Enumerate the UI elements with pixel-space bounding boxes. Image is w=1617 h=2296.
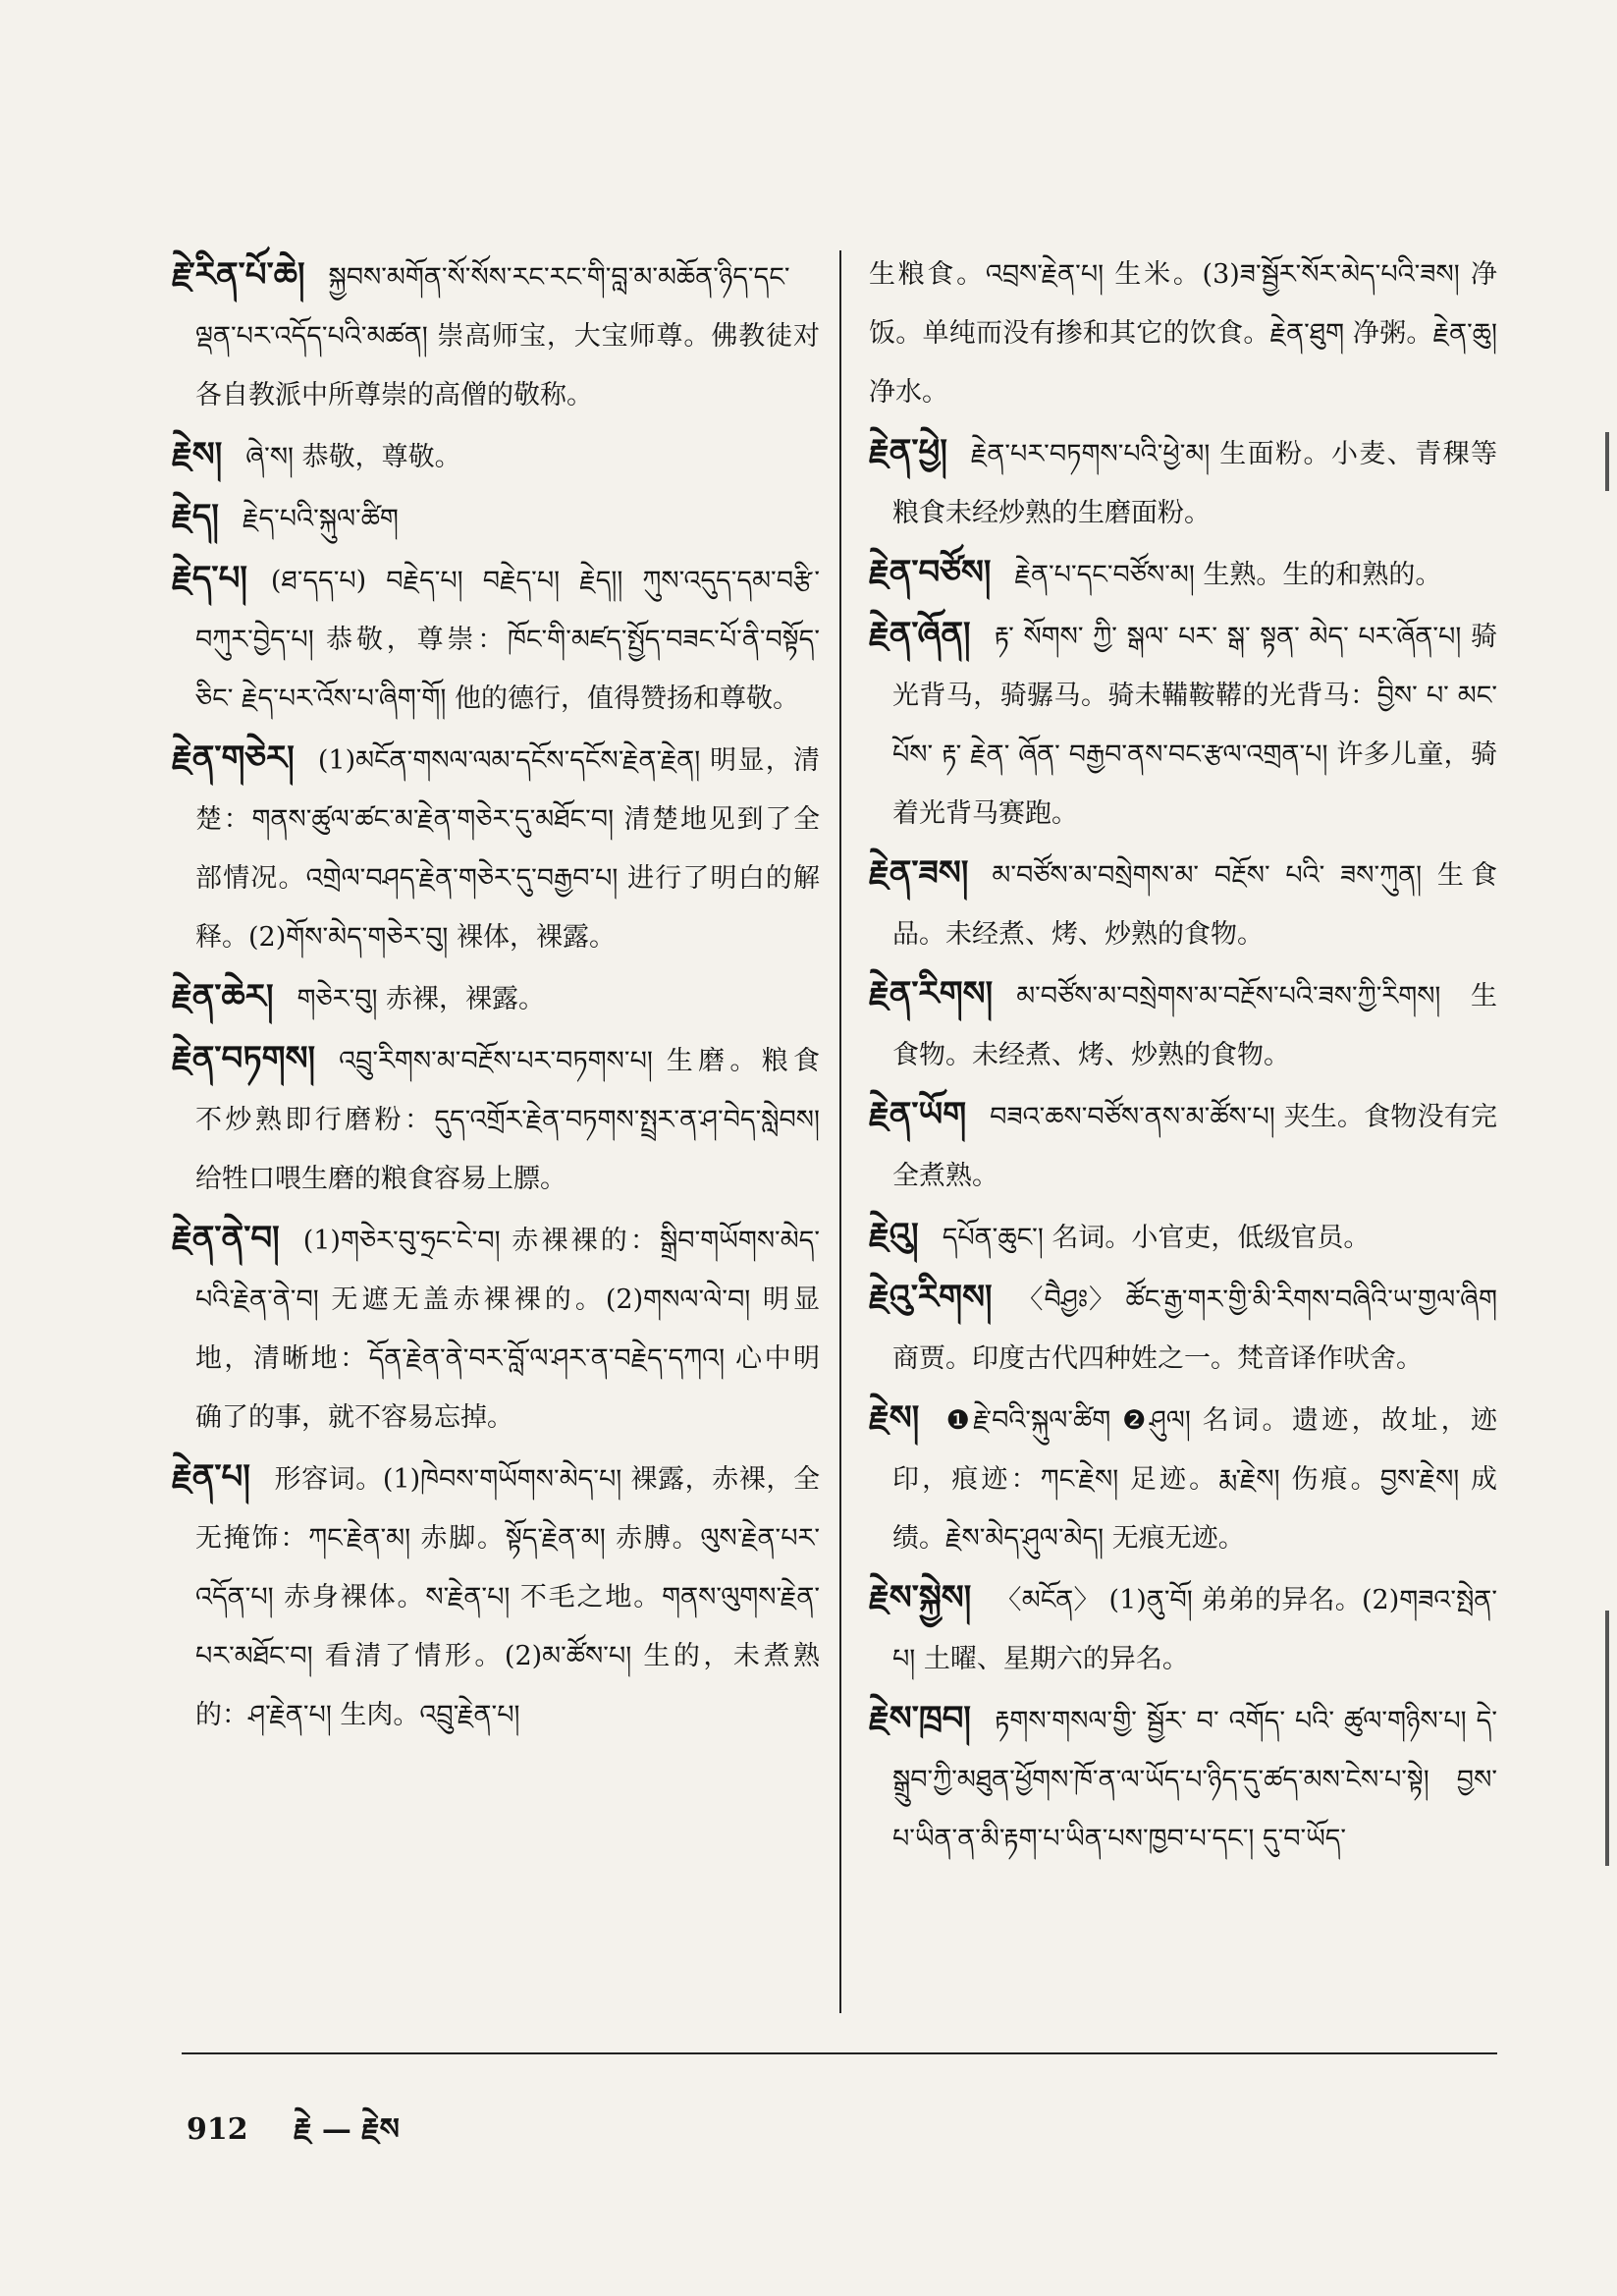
entry-definition: སྐྱབས་མགོན་སོ་སོས་རང་རང་གི་བླ་མ་མཆོན་ཉིད་དང་ལྡན་པར་འདོད་པའི་མཚན། 崇高师宝，大宝师尊。佛教徒对各自教派中所尊崇的高僧的敬称。: [195, 262, 820, 410]
dictionary-entry: [869, 1689, 1497, 1869]
entry-headword: རྗེན་ཟས།: [869, 853, 969, 893]
entry-headword: རྗེན་པ།: [172, 1457, 250, 1497]
entry-definition: (ཐ་དད་པ) བརྗེད་པ། བརྗེད་པ། རྗེད།། ཀུས་འདུད་དམ་བརྩི་བཀུར་བྱེད་པ། 恭敬，尊崇：ཁོང་གི་མཛད་སྤྱོད་བཟང་པོ་ནི་བསྟོད་ ཅིང་ རྗེད་པར་འོས་པ་ཞིག་གོ། 他的德行，值得赞扬和尊敬。: [195, 566, 820, 714]
entry-definition: 〈བཻཤྱཿ〉 ཚོང་རྒྱ་གར་གྱི་མི་རིགས་བཞིའི་ཡ་གྱལ་ཞིག 商贾。印度古代四种姓之一。梵音译作吠舍。: [892, 1285, 1497, 1374]
dictionary-entry: [172, 1448, 820, 1745]
entry-definition: རྟ་ སོགས་ ཀྱི་ སྒལ་ པར་ སྒ་ སྟན་ མེད་ པར་ཞོན་པ། 骑光背马，骑骣马。骑未鞴鞍鞯的光背马：བྱིས་ པ་ མང་ པོས་ རྟ་ རྗེན་ ཞོན་ བརྒྱབ་ནས་བང་རྩལ་འགྲན་པ། 许多儿童，骑着光背马赛跑。: [892, 622, 1497, 829]
entry-definition: རྗེད་པའི་སྐུལ་ཚིག: [242, 504, 399, 534]
entry-definition: རྟགས་གསལ་གྱི་ སྦྱོར་ བ་ འགོད་ པའི་ ཚུལ་གཉིས་པ། དེ་སྒྲུབ་ཀྱི་མཐུན་ཕྱོགས་ཁོ་ན་ལ་ཡོད་པ་ཉིད་དུ་ཚད་མས་ངེས་པ་སྟེ། བྱས་པ་ཡིན་ན་མི་རྟག་པ་ཡིན་པས་ཁྱབ་པ་དང་། དུ་བ་ཡོད་: [892, 1706, 1497, 1854]
dictionary-entry: [172, 246, 820, 425]
entry-definition: དཔོན་ཆུང་། 名词。小官吏，低级官员。: [942, 1223, 1371, 1253]
entry-definition: རྗེན་པ་དང་བཙོས་མ། 生熟。生的和熟的。: [1014, 560, 1442, 590]
entry-headword: རྗེད་པ།: [172, 559, 247, 598]
entry-definition: ཞེ་ས། 恭敬，尊敬。: [245, 442, 461, 472]
left-column: [172, 246, 820, 1745]
dictionary-entry: [869, 1268, 1497, 1389]
entry-definition: (1)གཅེར་བུ་ཧྲང་ངེ་བ། 赤裸裸的：སྒྲིབ་གཡོགས་མེད་པའི་རྗེན་ནེ་བ། 无遮无盖赤裸裸的。(2)གསལ་ལེ་བ། 明显地，清晰地：དོན་རྗེན་ནེ་བར་བློ་ལ་ཤར་ན་བརྗེད་དཀའ། 心中明确了的事，就不容易忘掉。: [195, 1226, 820, 1433]
scan-edge-mark: [1605, 432, 1609, 491]
entry-headword: རྗེའུ།: [869, 1216, 919, 1255]
dictionary-entry: [869, 543, 1497, 605]
page-range: རྗེ — རྗེས: [294, 2112, 400, 2147]
entry-definition: 生粮食。འབྲས་རྗེན་པ། 生米。(3)ཟ་སྦྱོར་སོར་མེད་པའི་ཟས། 净饭。单纯而没有掺和其它的饮食。རྗེན་ཐུག 净粥。རྗེན་ཆུ། 净水。: [869, 259, 1497, 408]
dictionary-entry: [869, 1085, 1497, 1206]
entry-headword: རྗེན་གཅེར།: [172, 738, 295, 778]
dictionary-entry: [869, 1568, 1497, 1689]
entry-definition: མ་བཙོས་མ་བསྲེགས་མ་བརྔོས་པའི་ཟས་ཀྱི་རིགས། 生食物。未经煮、烤、炒熟的食物。: [892, 981, 1497, 1070]
entry-headword: རྗེས།: [172, 435, 223, 474]
entry-headword: རྗེད།: [172, 497, 219, 536]
entry-definition: ❶རྗེ་བའི་སྐུལ་ཚིག ❷ཤུལ། 名词。遗迹，故址，迹印，痕迹：ཀང་རྗེས། 足迹。རྨ་རྗེས། 伤痕。བྱས་རྗེས། 成绩。རྗེས་མེད་ཤུལ་མེད། 无痕无迹。: [892, 1405, 1497, 1554]
entry-headword: རྗེ་རིན་པོ་ཆེ།: [172, 255, 305, 295]
page-footer: [187, 2097, 435, 2179]
dictionary-entry: [172, 549, 820, 729]
footer-rule: [182, 2052, 1497, 2054]
entry-headword: རྗེའུ་རིགས།: [869, 1278, 993, 1317]
entry-definition: རྗེན་པར་བཏགས་པའི་ཕྱེ་མ། 生面粉。小麦、青稞等粮食未经炒熟的生磨面粉。: [892, 439, 1497, 528]
dictionary-entry: [869, 422, 1497, 543]
entry-headword: རྗེས་ཁྲབ།: [869, 1699, 971, 1738]
dictionary-entry: [172, 1029, 820, 1209]
entry-definition: 〈མངོན〉 (1)ནུ་བོ། 弟弟的异名。(2)གཟའ་སྤེན་པ། 土曜、星期六的异名。: [892, 1585, 1497, 1674]
entry-headword: རྗེས།: [869, 1398, 920, 1438]
entry-headword: རྗེན་བཙོས།: [869, 553, 992, 592]
entry-definition: མ་བཙོས་མ་བསྲེགས་མ་ བརྔོས་ པའི་ ཟས་ཀུན། 生食品。未经煮、烤、炒熟的食物。: [892, 860, 1497, 950]
entry-headword: རྗེས་སྐྱེས།: [869, 1578, 972, 1617]
column-divider: [839, 250, 841, 2013]
entry-continuation: [869, 246, 1497, 422]
entry-definition: བཟའ་ཆས་བཙོས་ནས་མ་ཚོས་པ། 夹生。食物没有完全煮熟。: [892, 1102, 1497, 1191]
dictionary-entry: [172, 729, 820, 967]
dictionary-entry: [172, 425, 820, 487]
entry-headword: རྗེན་ཡོག: [869, 1095, 967, 1134]
dictionary-entry: [869, 964, 1497, 1085]
entry-definition: 形容词。(1)ཁེབས་གཡོགས་མེད་པ། 裸露，赤裸，全无掩饰：ཀང་རྗེན་མ། 赤脚。སྟོད་རྗེན་མ། 赤膊。ལུས་རྗེན་པར་འདོན་པ། 赤身裸体。ས་རྗེན་པ། 不毛之地。གནས་ལུགས་རྗེན་པར་མཐོང་བ། 看清了情形。(2)མ་ཚོས་པ། 生的，未煮熟的：ཤ་རྗེན་པ། 生肉。འབྲུ་རྗེན་པ།: [195, 1464, 820, 1730]
entry-headword: རྗེན་བཏགས།: [172, 1039, 316, 1078]
entry-headword: རྗེན་ཞོན།: [869, 615, 971, 654]
entry-headword: རྗེན་རིགས།: [869, 974, 994, 1013]
entry-headword: རྗེན་ཆེར།: [172, 977, 274, 1016]
dictionary-entry: [172, 1209, 820, 1448]
entry-headword: རྗེན་ནེ་བ།: [172, 1219, 280, 1258]
entry-definition: གཅེར་བུ། 赤裸，裸露。: [296, 984, 546, 1014]
dictionary-entry: [869, 605, 1497, 844]
page-number: 912: [187, 2112, 248, 2147]
dictionary-entry: [869, 844, 1497, 964]
entry-definition: འབྲུ་རིགས་མ་བརྔོས་པར་བཏགས་པ། 生磨。粮食不炒熟即行磨粉：དུད་འགྲོར་རྗེན་བཏགས་སྤྲར་ན་ཤ་བེད་སླེབས། 给牲口喂生磨的粮食容易上膘。: [195, 1046, 820, 1194]
dictionary-entry: [869, 1206, 1497, 1268]
entry-headword: རྗེན་ཕྱེ།: [869, 432, 947, 471]
right-column: [869, 246, 1497, 1869]
dictionary-entry: [172, 967, 820, 1029]
dictionary-entry: [869, 1389, 1497, 1568]
dictionary-entry: [172, 487, 820, 549]
entry-definition: (1)མངོན་གསལ་ལམ་དངོས་དངོས་རྗེན་རྗེན། 明显，清楚：གནས་ཚུལ་ཚང་མ་རྗེན་གཅེར་དུ་མཐོང་བ། 清楚地见到了全部情况。འགྲེལ་བཤད་རྗེན་གཅེར་དུ་བརྒྱབ་པ། 进行了明白的解释。(2)གོས་མེད་གཅེར་བུ། 裸体，裸露。: [195, 745, 820, 953]
scan-edge-mark: [1605, 1611, 1609, 1866]
